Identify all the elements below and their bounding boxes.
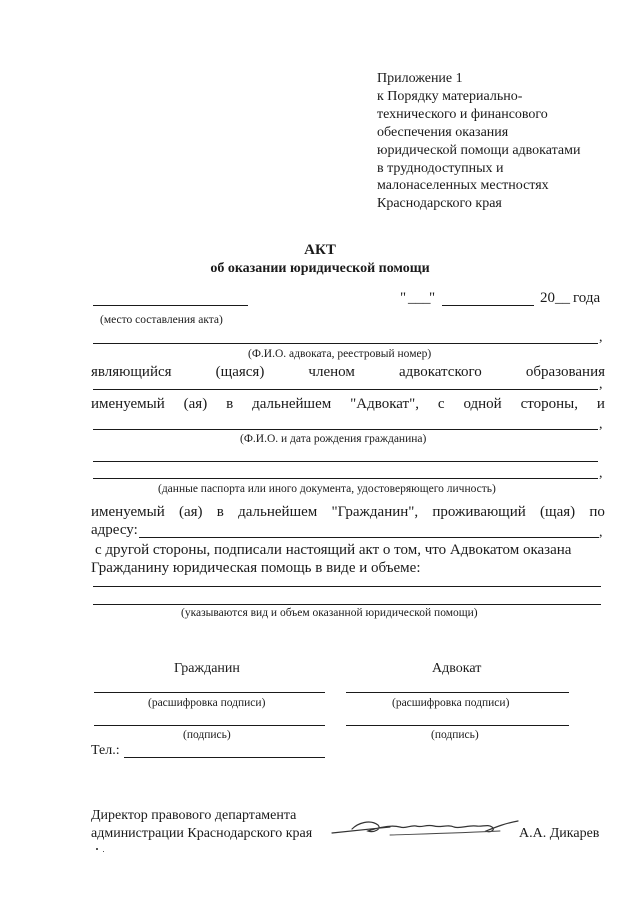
place-caption: (место составления акта) [100, 314, 223, 326]
bar-formation-field[interactable] [93, 389, 598, 390]
named-citizen-row [91, 504, 605, 521]
scan-artifact [103, 851, 104, 852]
appendix-line: обеспечения оказания [377, 124, 509, 140]
date-year-field[interactable]: 20__ [540, 290, 570, 306]
date-year-suffix: года [573, 290, 601, 306]
passport-caption: (данные паспорта или иного документа, удостоверяющего личность) [158, 483, 496, 495]
comma: , [599, 377, 603, 392]
member-word: членом [308, 364, 355, 380]
passport-field-2[interactable] [93, 478, 598, 479]
footer-signatory-name: А.А. Дикарев [519, 826, 600, 841]
appendix-line: юридической помощи адвокатами [377, 142, 581, 158]
named-word: в [226, 396, 234, 412]
named-word: "Адвокат", [350, 396, 419, 412]
comma: , [599, 525, 603, 540]
member-word: (щаяся) [215, 364, 265, 380]
member-word: адвокатского [398, 364, 482, 380]
address-label: адресу: [91, 522, 138, 538]
place-field[interactable] [93, 305, 248, 306]
citizen-word: проживающий [432, 504, 526, 520]
named-word: дальнейшем [252, 396, 332, 412]
citizen-word: именуемый [91, 504, 165, 520]
passport-field-1[interactable] [93, 461, 598, 462]
help-intro-text: Гражданину юридическая помощь в виде и объеме: [91, 560, 421, 576]
appendix-line: Приложение 1 [377, 71, 463, 86]
named-word: стороны, [520, 396, 578, 412]
date-month-field[interactable] [442, 305, 534, 306]
footer-position-line2: администрации Краснодарского края [91, 826, 313, 841]
address-field[interactable] [139, 537, 599, 538]
advocate-signature-label: Адвокат [432, 661, 482, 676]
citizen-word: (ая) [179, 504, 203, 520]
date-day-field[interactable]: ___ [408, 290, 431, 306]
named-word: с [437, 396, 445, 412]
appendix-line: в труднодоступных и [377, 160, 504, 176]
citizen-word: (щая) [540, 504, 576, 520]
member-word: образования [525, 364, 605, 380]
help-caption: (указываются вид и объем оказанной юридической помощи) [181, 607, 478, 619]
comma: , [599, 330, 603, 345]
phone-label: Тел.: [91, 743, 120, 758]
appendix-line: малонаселенных местностях [377, 178, 549, 194]
advocate-caption: (Ф.И.О. адвоката, реестровый номер) [248, 348, 432, 360]
citizen-word: по [589, 504, 605, 520]
citizen-decode-caption: (расшифровка подписи) [148, 697, 266, 709]
advocate-sign-caption: (подпись) [431, 729, 479, 741]
comma: , [599, 417, 603, 432]
document-subtitle: об оказании юридической помощи [210, 261, 430, 276]
appendix-line: к Порядку материально- [377, 88, 523, 104]
member-row [91, 364, 605, 381]
advocate-decode-caption: (расшифровка подписи) [392, 697, 510, 709]
citizen-word: дальнейшем [238, 504, 318, 520]
named-word: именуемый [91, 396, 165, 412]
scan-artifact [96, 848, 98, 850]
appendix-block [377, 70, 617, 213]
citizen-word: "Гражданин", [331, 504, 419, 520]
date-close-quote: " [429, 290, 436, 306]
citizen-name-field[interactable] [93, 429, 598, 430]
named-word: одной [463, 396, 502, 412]
footer-position-line1: Директор правового департамента [91, 808, 297, 823]
date-open-quote: " [400, 290, 407, 306]
citizen-sign-caption: (подпись) [183, 729, 231, 741]
advocate-name-field[interactable] [93, 343, 598, 344]
help-field-1[interactable] [93, 586, 601, 587]
phone-field[interactable] [124, 757, 325, 758]
advocate-decode-field[interactable] [346, 692, 569, 693]
named-word: (ая) [183, 396, 208, 412]
named-advocate-row [91, 396, 605, 413]
help-field-2[interactable] [93, 604, 601, 605]
citizen-word: в [216, 504, 224, 520]
comma: , [599, 466, 603, 481]
appendix-line: Краснодарского края [377, 196, 502, 212]
appendix-line: технического и финансового [377, 106, 548, 122]
document-title: АКТ [304, 242, 336, 258]
advocate-sign-field[interactable] [346, 725, 569, 726]
other-side-text: с другой стороны, подписали настоящий акт о том, что Адвокатом оказана [95, 542, 572, 558]
citizen-sign-field[interactable] [94, 725, 325, 726]
citizen-caption: (Ф.И.О. и дата рождения гражданина) [240, 433, 427, 445]
citizen-decode-field[interactable] [94, 692, 325, 693]
member-word: являющийся [91, 364, 172, 380]
citizen-signature-label: Гражданин [174, 661, 240, 676]
named-word: и [596, 396, 605, 412]
handwritten-signature [330, 815, 530, 845]
